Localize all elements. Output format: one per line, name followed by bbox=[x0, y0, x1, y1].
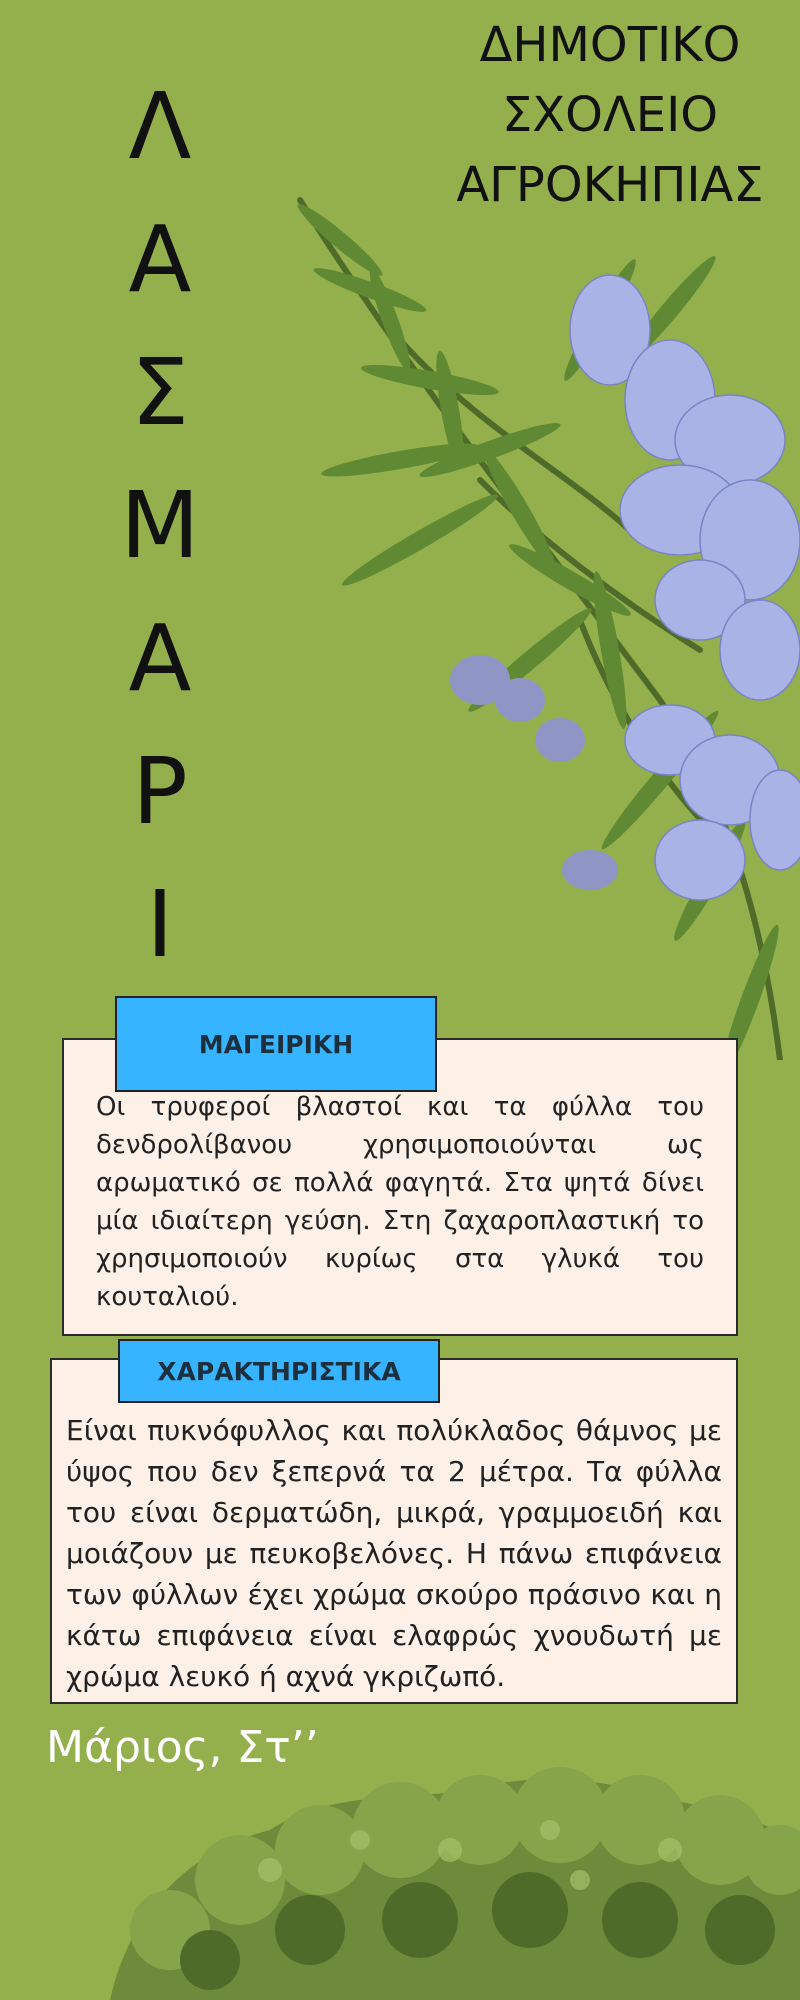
title-letter: Μ bbox=[120, 472, 200, 579]
vertical-title bbox=[110, 60, 210, 991]
title-letter: Ι bbox=[146, 871, 174, 978]
cooking-text: Οι τρυφεροί βλαστοί και τα φύλλα του δενδρολίβανου χρησιμοποιούνται ως αρωματικό σε πολλά φαγητά. Στα ψητά δίνει μία ιδιαίτερη γεύση. Στη ζαχαροπλαστική το χρησιμοποιούν κυρίως στα γλυκά του κουταλιού. bbox=[96, 1092, 704, 1312]
school-name-line: ΑΓΡΟΚΗΠΙΑΣ bbox=[456, 157, 764, 213]
features-heading: ΧΑΡΑΚΤΗΡΙΣΤΙΚΑ bbox=[118, 1339, 440, 1403]
title-letter: Α bbox=[128, 206, 192, 313]
author-signature: Μάριος, Στ’’ bbox=[46, 1722, 319, 1773]
cooking-heading: ΜΑΓΕΙΡΙΚΗ bbox=[115, 996, 437, 1092]
title-letter: Σ bbox=[130, 339, 190, 446]
rosemary-flower-image bbox=[280, 180, 800, 1060]
features-text: Είναι πυκνόφυλλος και πολύκλαδος θάμνος με ύψος που δεν ξεπερνά τα 2 μέτρα. Τα φύλλα του είναι δερματώδη, μικρά, γραμμοειδή και μοιάζουν με πευκοβελόνες. Η πάνω επιφάνεια των φύλλων έχει χρώμα σκούρο πράσινο και η κάτω επιφάνεια είναι ελαφρώς χνουδωτή με χρώμα λευκό ή αχνά γκριζωπό. bbox=[66, 1414, 722, 1693]
school-name-line: ΔΗΜΟΤΙΚΟ bbox=[479, 17, 741, 73]
rosemary-shrub-image bbox=[110, 1760, 800, 2000]
title-letter: Α bbox=[128, 605, 192, 712]
title-letter: Λ bbox=[128, 73, 192, 180]
title-letter: Ρ bbox=[132, 738, 188, 845]
features-box bbox=[50, 1358, 738, 1704]
school-name-line: ΣΧΟΛΕΙΟ bbox=[501, 87, 719, 143]
